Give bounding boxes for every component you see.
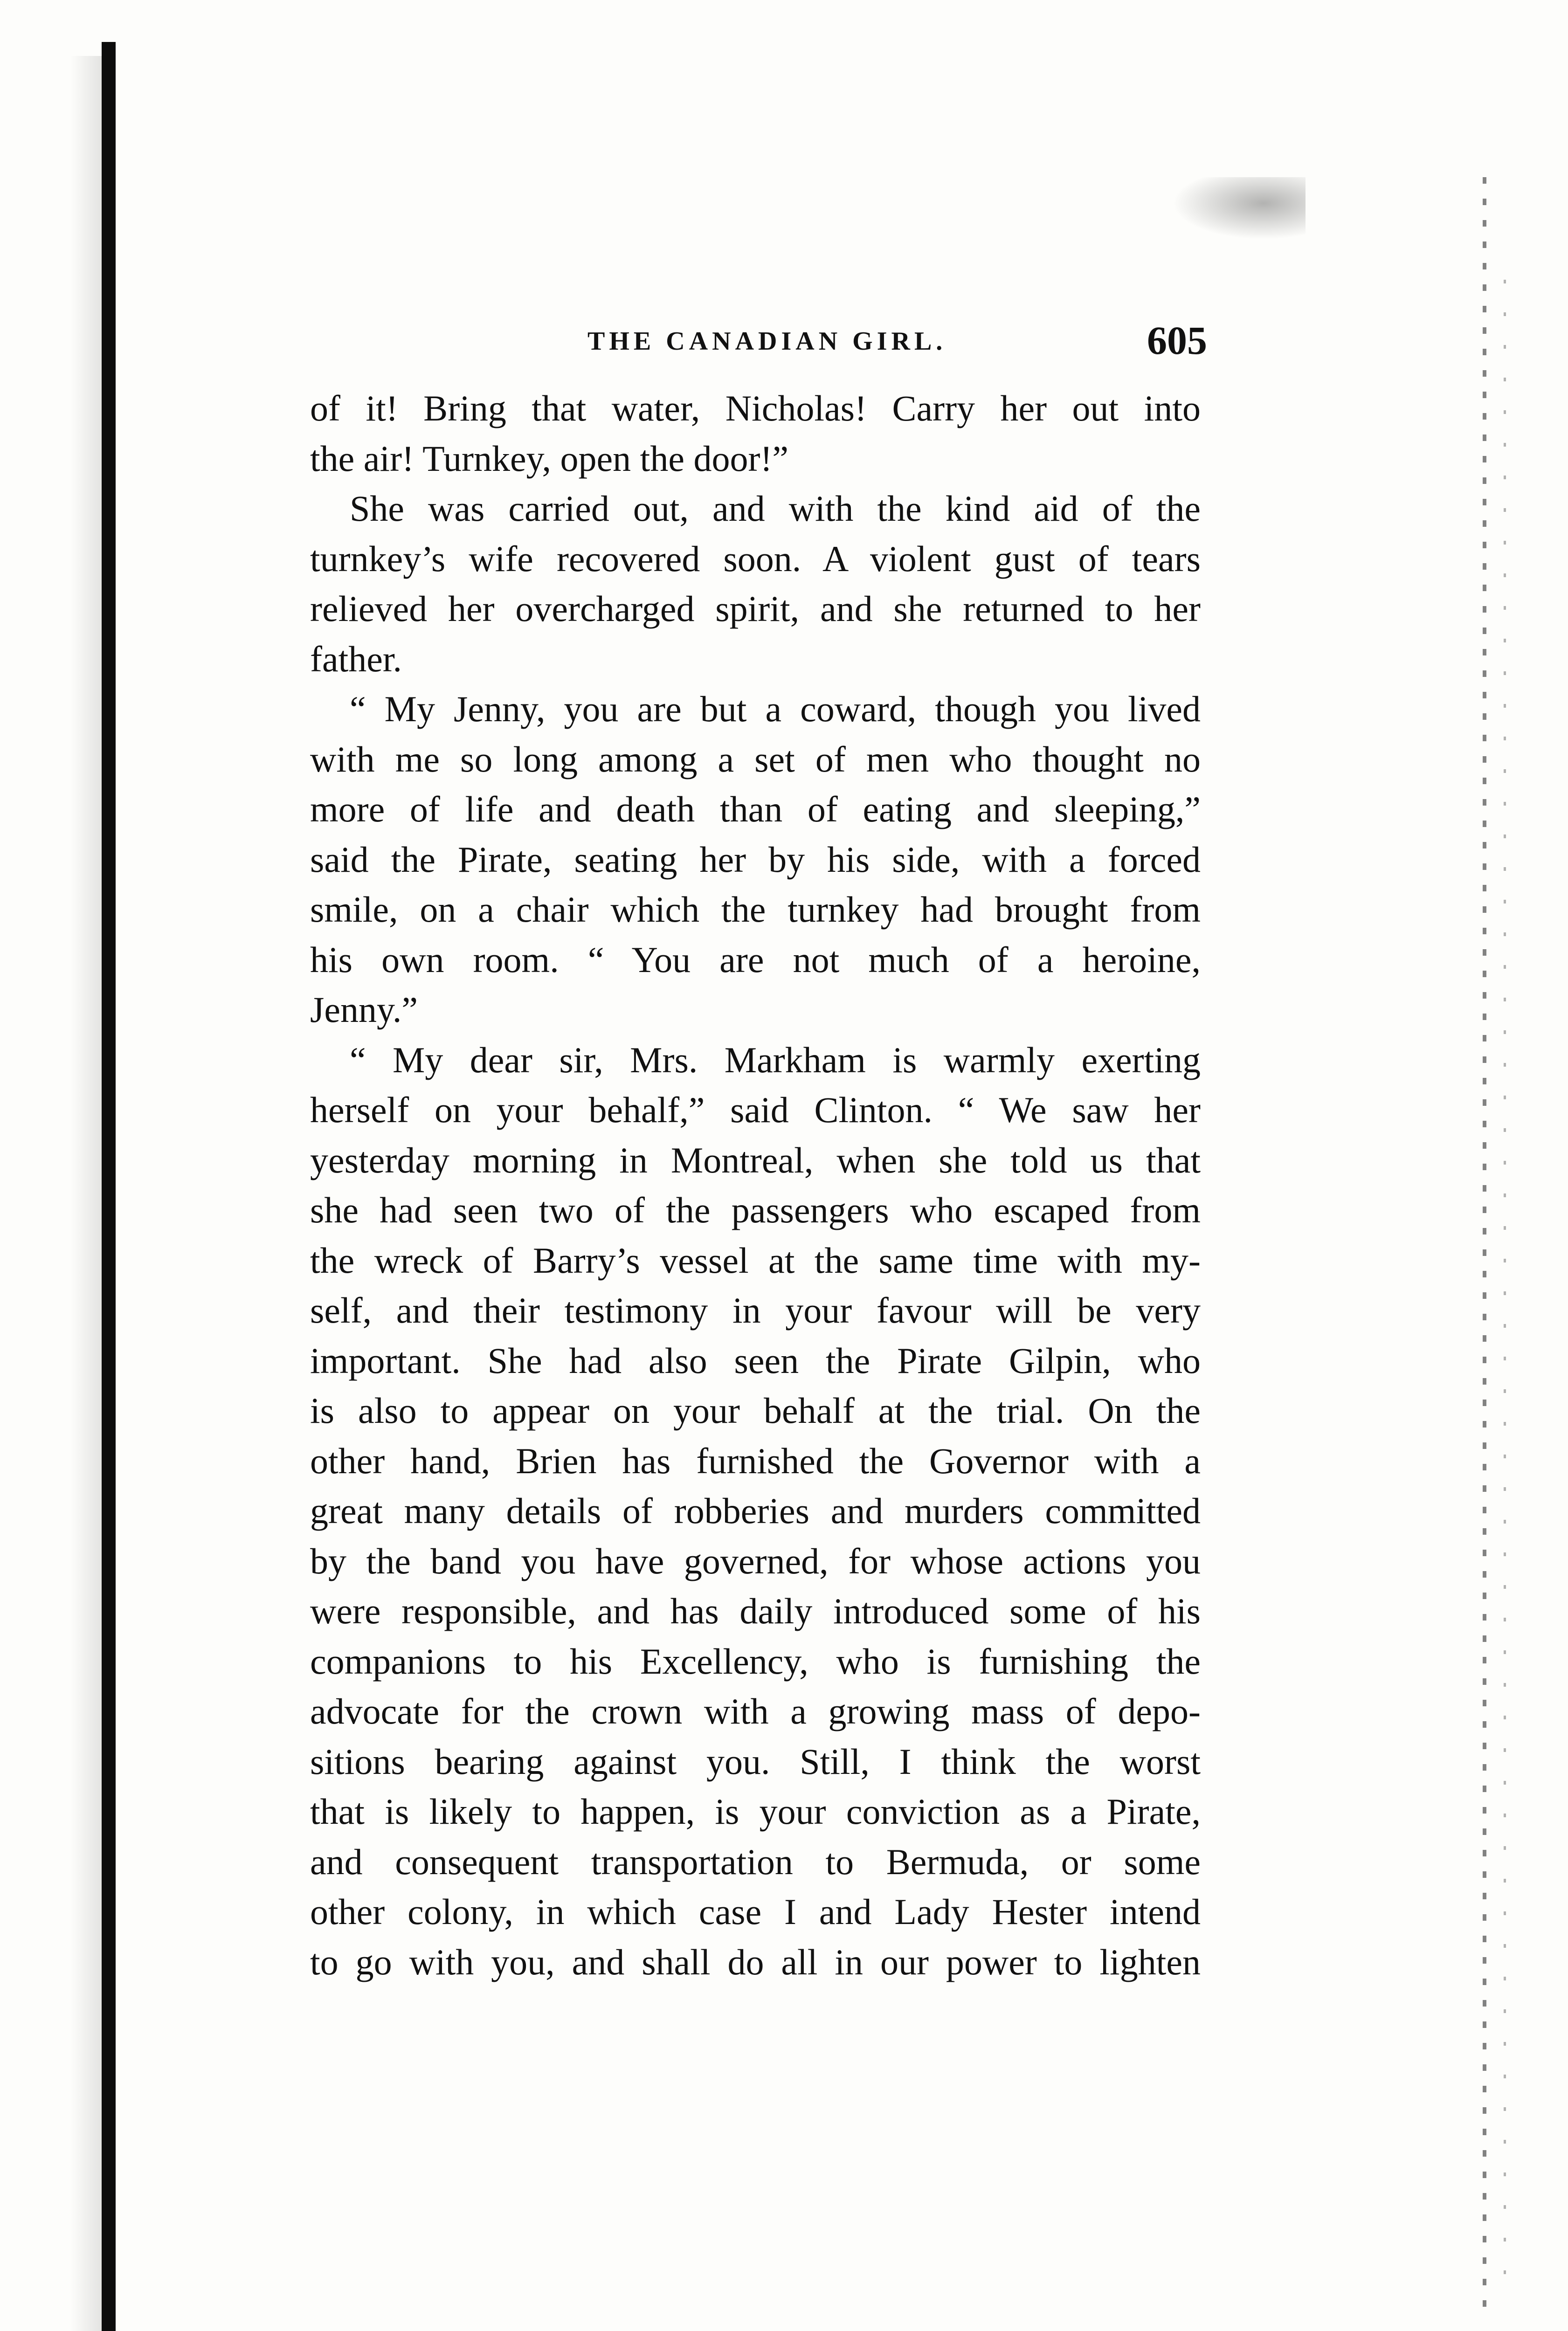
text-line: companions to his Excellency, who is furnishing the [310,1641,1201,1682]
text-line: Jenny.” [310,989,418,1030]
text-line: She was carried out, and with the kind aid of the [350,488,1201,529]
text-line: the wreck of Barry’s vessel at the same time with my- [310,1240,1201,1281]
text-line: that is likely to happen, is your conviction as a Pirate, [310,1791,1201,1832]
text-line: turnkey’s wife recovered soon. A violent gust of tears [310,538,1201,579]
page-number: 605 [1147,318,1207,363]
ink-smudge [1166,177,1306,242]
text-line: great many details of robberies and murders committed [310,1490,1201,1531]
text-line: relieved her overcharged spirit, and she returned to her [310,588,1201,629]
page-edge-marks [1483,177,1486,2322]
text-line: “ My Jenny, you are but a coward, though you lived [350,689,1201,729]
text-line: said the Pirate, seating her by his side, with a forced [310,839,1201,880]
text-line: and consequent transportation to Bermuda, or some [310,1841,1201,1882]
running-title: THE CANADIAN GIRL. [587,327,947,356]
text-line: advocate for the crown with a growing mass of depo- [310,1691,1201,1731]
text-line: were responsible, and has daily introduced some of his [310,1591,1201,1631]
text-line: with me so long among a set of men who thought no [310,738,1201,779]
binding-shadow [70,56,102,2331]
text-line: she had seen two of the passengers who escaped from [310,1190,1201,1230]
text-line: important. She had also seen the Pirate Gilpin, who [310,1340,1201,1381]
body-text [310,383,1201,1987]
text-line: to go with you, and shall do all in our power to lighten [310,1941,1201,1982]
running-header [308,317,1207,364]
text-line: sitions bearing against you. Still, I think the worst [310,1741,1201,1782]
text-line: his own room. “ You are not much of a heroine, [310,939,1201,980]
text-line: “ My dear sir, Mrs. Markham is warmly exerting [350,1039,1201,1080]
text-line: of it! Bring that water, Nicholas! Carry her out into [310,388,1201,428]
text-line: self, and their testimony in your favour will be very [310,1290,1201,1331]
text-line: more of life and death than of eating and sleeping,” [310,789,1201,829]
text-line: is also to appear on your behalf at the trial. On the [310,1390,1201,1431]
page-edge-marks-secondary [1504,280,1506,2284]
text-line: the air! Turnkey, open the door!” [310,438,789,479]
binding-gutter [102,42,116,2331]
text-line: other colony, in which case I and Lady Hester intend [310,1891,1201,1932]
text-line: herself on your behalf,” said Clinton. “ We saw her [310,1090,1201,1130]
text-line: father. [310,638,402,679]
text-line: smile, on a chair which the turnkey had brought from [310,889,1201,930]
text-line: yesterday morning in Montreal, when she told us that [310,1139,1201,1180]
text-line: by the band you have governed, for whose actions you [310,1540,1201,1581]
text-line: other hand, Brien has furnished the Governor with a [310,1440,1201,1481]
